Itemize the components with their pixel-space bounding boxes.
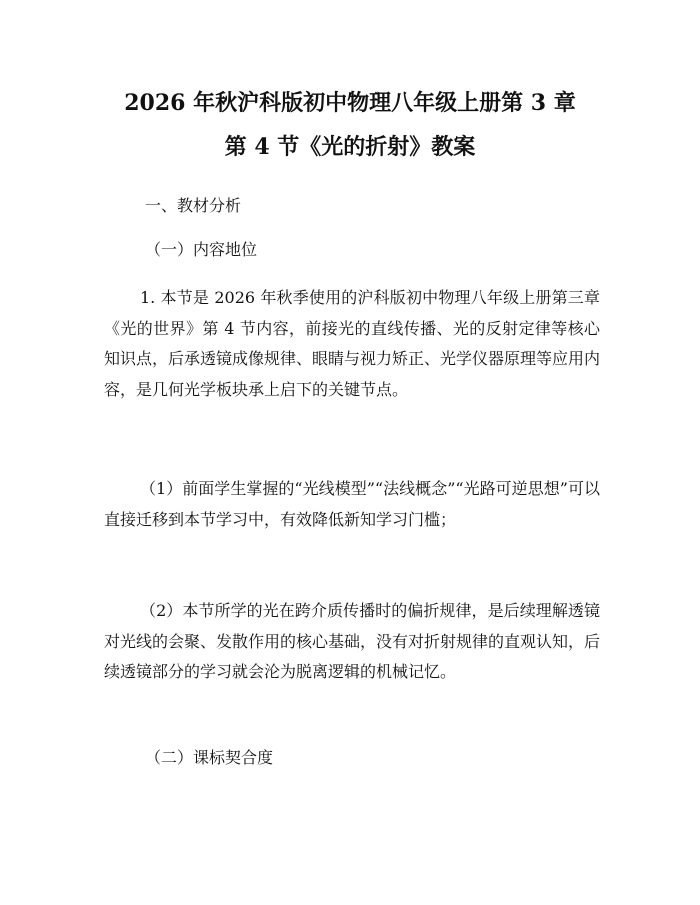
document-title-line-1: 2026 年秋沪科版初中物理八年级上册第 3 章 bbox=[124, 90, 576, 116]
subsection-heading-content-position: （一）内容地位 bbox=[145, 240, 258, 259]
document-title-line-2: 第 4 节《光的折射》教案 bbox=[224, 134, 476, 160]
paragraph-refraction-foundation: （2）本节所学的光在跨介质传播时的偏折规律，是后续理解透镜对光线的会聚、发散作用的核心基础，没有对折射规律的直观认知，后续透镜部分的学习就会沦为脱离逻辑的机械记忆。 bbox=[104, 601, 601, 681]
subsection-heading-curriculum-fit: （二）课标契合度 bbox=[145, 748, 274, 767]
paragraph-content-position: 1. 本节是 2026 年秋季使用的沪科版初中物理八年级上册第三章《光的世界》第 4 节内容，前接光的直线传播、光的反射定律等核心知识点，后承透镜成像规律、眼睛与视力矫正、光学仪器原理等应用内容，是几何光学板块承上启下的关键节点。 bbox=[104, 288, 601, 399]
paragraph-prior-knowledge: （1）前面学生掌握的“光线模型”“法线概念”“光路可逆思想”可以直接迁移到本节学习中，有效降低新知学习门槛； bbox=[104, 479, 600, 529]
section-heading-teaching-material-analysis: 一、教材分析 bbox=[145, 196, 242, 215]
